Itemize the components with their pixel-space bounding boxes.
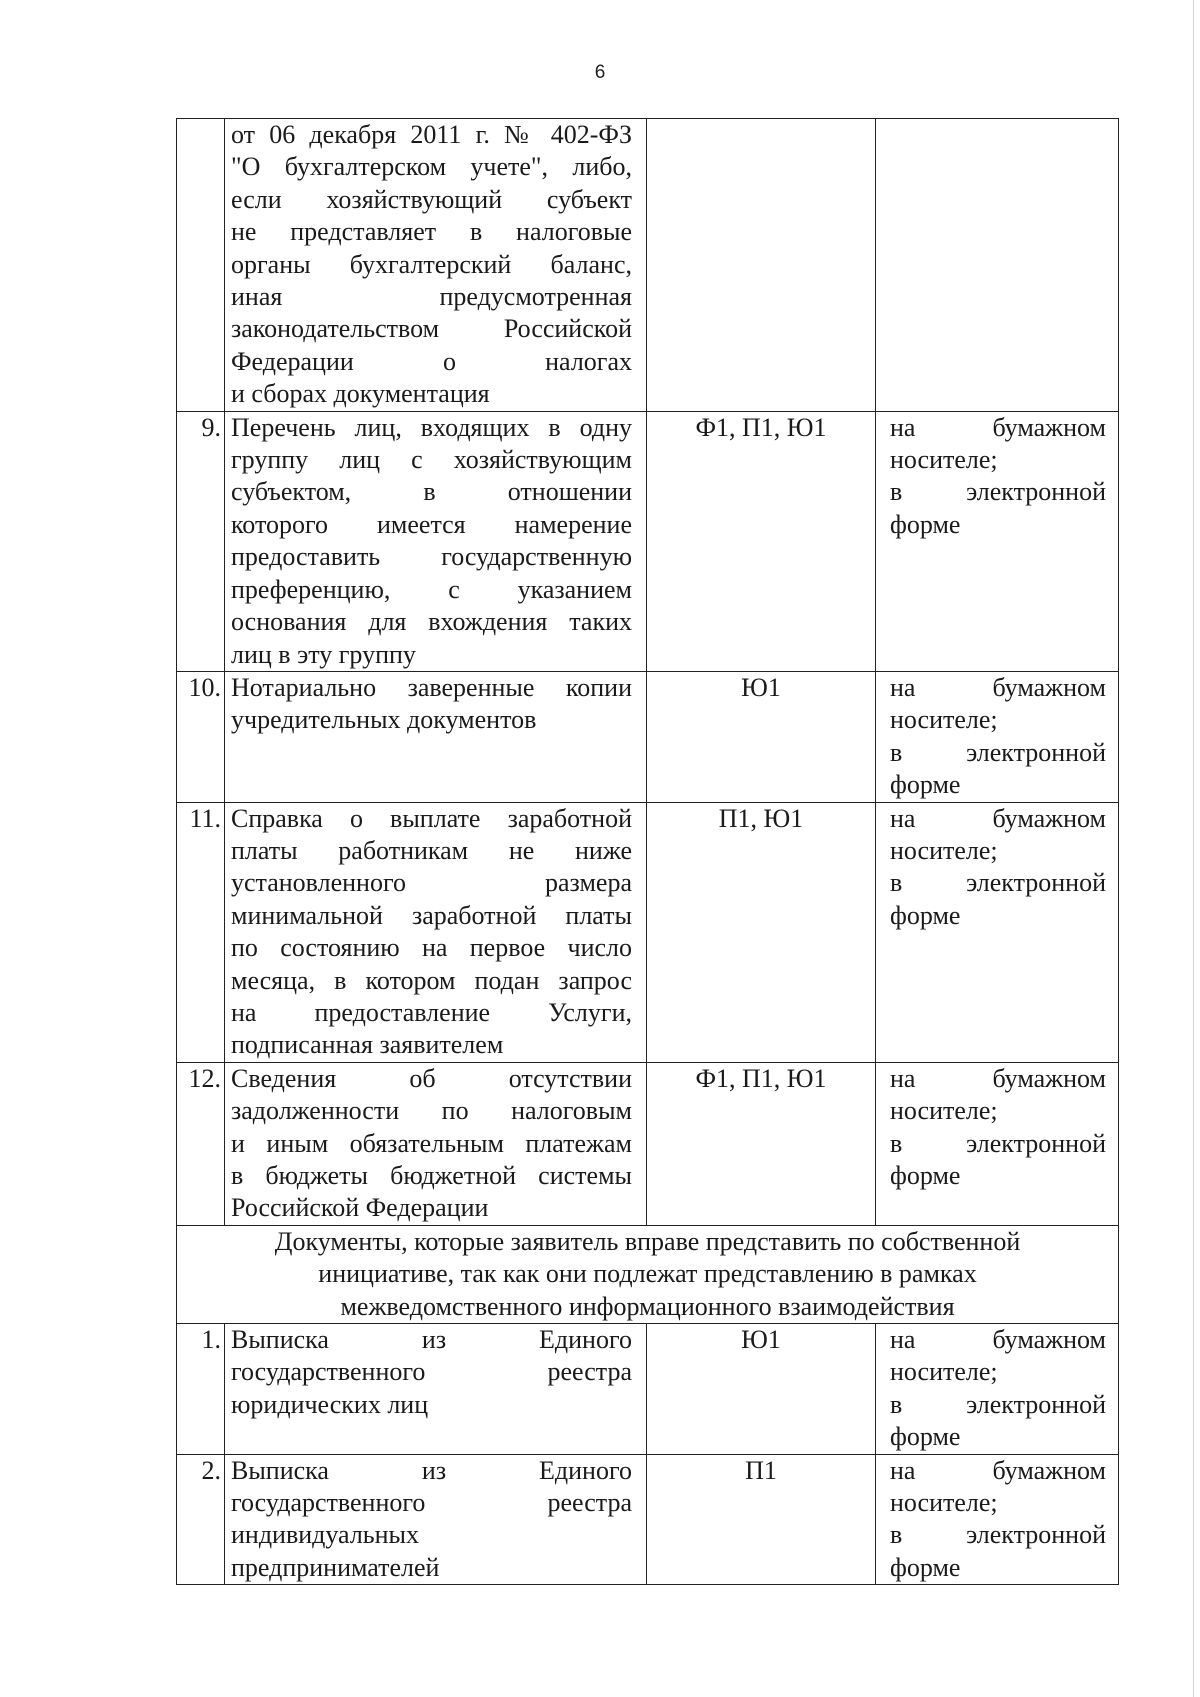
applicant-category-cell: Ю1 <box>647 1324 876 1455</box>
document-name-line: платы работникам не ниже <box>231 835 632 865</box>
document-name-line: в бюджеты бюджетной системы <box>231 1161 632 1190</box>
document-name-line: на предоставление Услуги, <box>231 997 632 1027</box>
document-name-cell <box>225 411 647 671</box>
table-row <box>177 1062 1119 1225</box>
submission-form-cell <box>876 119 1119 412</box>
document-name-line: подписанная заявителем <box>231 1030 504 1060</box>
document-name-line: которого имеется намерение <box>231 509 632 539</box>
document-name-line: Федерации о налогах <box>231 346 632 376</box>
document-name-line: "О бухгалтерском учете", либо, <box>231 152 632 182</box>
row-number <box>177 119 225 412</box>
section-header-row <box>177 1225 1119 1323</box>
table-row <box>177 802 1119 1062</box>
submission-form-cell <box>876 1062 1119 1225</box>
submission-form-cell <box>876 671 1119 802</box>
document-name-line: основания для вхождения таких <box>231 607 632 637</box>
submission-form-line: форме <box>890 1422 961 1452</box>
applicant-category-cell: Ф1, П1, Ю1 <box>647 411 876 671</box>
document-name-line: органы бухгалтерский баланс, <box>231 249 632 279</box>
section-header-line: Документы, которые заявитель вправе представить по собственной <box>274 1226 1021 1256</box>
submission-form-cell <box>876 802 1119 1062</box>
document-name-line: и сборах документация <box>231 379 490 409</box>
submission-form-line: носителе; <box>890 1488 998 1518</box>
document-name-line: если хозяйствующий субъект <box>231 184 632 214</box>
document-name-line: Справка о выплате заработной <box>231 803 632 833</box>
page-number: 6 <box>594 62 606 83</box>
document-name-line: преференцию, с указанием <box>231 574 632 604</box>
submission-form-line: в электронной <box>890 868 1106 898</box>
submission-form-line: в электронной <box>890 477 1106 507</box>
applicant-category-cell <box>647 119 876 412</box>
submission-form-line: в электронной <box>890 737 1106 767</box>
document-name-cell <box>225 1454 647 1585</box>
document-name-cell <box>225 671 647 802</box>
submission-form-line: носителе; <box>890 1357 998 1387</box>
document-name-cell <box>225 119 647 412</box>
document-name-line: лиц в эту группу <box>231 639 416 669</box>
section-header <box>177 1225 1119 1323</box>
document-name-line: Российской Федерации <box>231 1193 489 1223</box>
document-name-line: юридических лиц <box>231 1389 429 1419</box>
submission-form-line: на бумажном <box>890 672 1106 702</box>
table-row <box>177 411 1119 671</box>
submission-form-cell <box>876 1324 1119 1455</box>
submission-form-line: носителе; <box>890 705 998 735</box>
submission-form-line: форме <box>890 1552 961 1582</box>
row-number: 11. <box>177 802 225 1062</box>
row-number: 2. <box>177 1454 225 1585</box>
document-name-cell <box>225 1062 647 1225</box>
submission-form-line: форме <box>890 1161 961 1190</box>
row-number: 9. <box>177 411 225 671</box>
section-header-line: межведомственного информационного взаимодействия <box>340 1291 955 1321</box>
submission-form-line: носителе; <box>890 835 998 865</box>
document-name-line: предоставить государственную <box>231 542 632 572</box>
document-name-line: Сведения об отсутствии <box>231 1063 632 1093</box>
document-name-line: Выписка из Единого <box>231 1455 632 1485</box>
submission-form-cell <box>876 411 1119 671</box>
applicant-category-cell: П1 <box>647 1454 876 1585</box>
document-name-line: индивидуальных <box>231 1520 420 1550</box>
document-name-line: Перечень лиц, входящих в одну <box>231 412 632 442</box>
documents-table-body <box>177 119 1119 1585</box>
document-name-line: месяца, в котором подан запрос <box>231 965 632 995</box>
document-name-line: задолженности по налоговым <box>231 1096 632 1126</box>
document-name-cell <box>225 802 647 1062</box>
applicant-category-cell: Ю1 <box>647 671 876 802</box>
section-header-line: инициативе, так как они подлежат представлению в рамках <box>318 1259 977 1289</box>
document-name-line: установленного размера <box>231 868 632 898</box>
table-row <box>177 671 1119 802</box>
document-name-line: субъектом, в отношении <box>231 477 632 507</box>
document-name-cell <box>225 1324 647 1455</box>
document-name-line: иная предусмотренная <box>231 282 632 312</box>
submission-form-line: форме <box>890 770 961 800</box>
submission-form-line: на бумажном <box>890 1063 1106 1093</box>
document-name-line: учредительных документов <box>231 705 537 735</box>
submission-form-line: на бумажном <box>890 1455 1106 1485</box>
submission-form-line: форме <box>890 900 961 930</box>
document-name-line: Выписка из Единого <box>231 1325 632 1355</box>
submission-form-cell <box>876 1454 1119 1585</box>
page-edge-line <box>1193 0 1194 1697</box>
submission-form-line: в электронной <box>890 1128 1106 1158</box>
row-number: 12. <box>177 1062 225 1225</box>
document-name-line: минимальной заработной платы <box>231 900 632 930</box>
document-name-line: от 06 декабря 2011 г. № 402-ФЗ <box>231 120 632 149</box>
submission-form-line: на бумажном <box>890 803 1106 833</box>
submission-form-line: в электронной <box>890 1389 1106 1419</box>
submission-form-line: на бумажном <box>890 412 1106 442</box>
row-number: 10. <box>177 671 225 802</box>
document-name-line: по состоянию на первое число <box>231 933 632 963</box>
document-name-line: группу лиц с хозяйствующим <box>231 445 632 475</box>
row-number: 1. <box>177 1324 225 1455</box>
documents-table <box>176 118 1119 1585</box>
document-name-line: законодательством Российской <box>231 314 632 344</box>
submission-form-line: на бумажном <box>890 1325 1106 1355</box>
applicant-category-cell: Ф1, П1, Ю1 <box>647 1062 876 1225</box>
applicant-category-cell: П1, Ю1 <box>647 802 876 1062</box>
submission-form-line: носителе; <box>890 1096 998 1126</box>
document-name-line: государственного реестра <box>231 1357 632 1387</box>
submission-form-line: форме <box>890 509 961 539</box>
submission-form-line: в электронной <box>890 1520 1106 1550</box>
document-name-line: государственного реестра <box>231 1488 632 1518</box>
document-name-line: не представляет в налоговые <box>231 217 632 247</box>
table-row <box>177 119 1119 412</box>
document-name-line: Нотариально заверенные копии <box>231 672 632 702</box>
document-name-line: предпринимателей <box>231 1552 440 1582</box>
table-row <box>177 1454 1119 1585</box>
table-row <box>177 1324 1119 1455</box>
document-name-line: и иным обязательным платежам <box>231 1128 632 1158</box>
submission-form-line: носителе; <box>890 445 998 475</box>
